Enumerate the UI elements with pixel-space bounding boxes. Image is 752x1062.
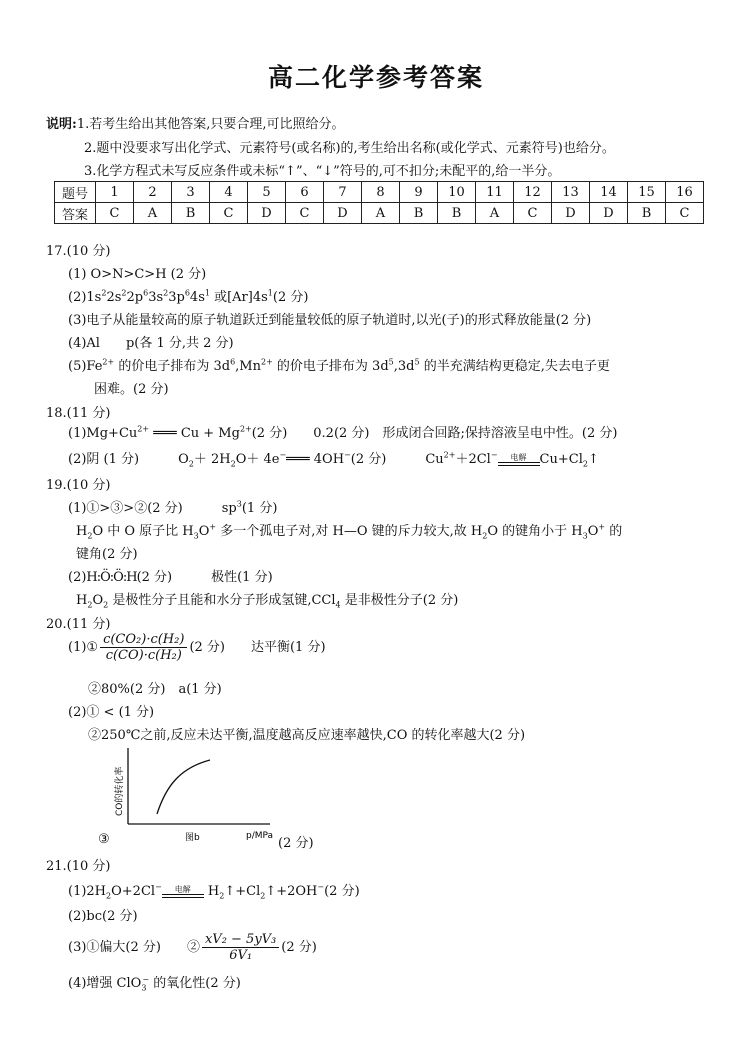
electrolysis-arrow: 电解 — [498, 453, 540, 466]
table-number: 5 — [248, 182, 286, 203]
q21-part1: $(1)2H_2O+2Cl^-$ 电解 $H_2↑+Cl_2↑+2OH^-(2$ 分) — [68, 882, 360, 901]
q19-part1-explanation-cont: 键角(2 分) — [76, 547, 138, 562]
table-answer: D — [248, 203, 286, 224]
q17-part4: (4)Al p(各 1 分,共 2 分) — [68, 336, 234, 351]
table-number: 15 — [628, 182, 666, 203]
answer-table-number-row — [55, 182, 704, 203]
table-answer: D — [590, 203, 628, 224]
table-answer: B — [628, 203, 666, 224]
electrolysis-arrow: 电解 — [162, 885, 204, 898]
table-answer: B — [400, 203, 438, 224]
graph-y-label: CO的转化率 — [115, 766, 125, 816]
q20-part1-b: ②80%(2 分) a(1 分) — [88, 682, 222, 697]
graph-curve — [157, 760, 210, 814]
table-number: 9 — [400, 182, 438, 203]
q18-part1: $(1)Mg+Cu^{2+}$ ═══ $Cu + Mg^{2+}(2$ 分) 0.2(2 分) 形成闭合回路;保持溶液呈电中性。(2 分) — [68, 424, 618, 441]
table-answer: C — [514, 203, 552, 224]
table-number: 1 — [96, 182, 134, 203]
table-answer-label: 答案 — [55, 203, 96, 224]
answer-table-answer-row — [55, 203, 704, 224]
q20-part2-a: (2)① < (1 分) — [68, 705, 155, 720]
q21-part2: (2)bc(2 分) — [68, 909, 138, 924]
graph-x-label: p/MPa — [246, 831, 274, 841]
note-2: 2.题中没要求写出化学式、元素符号(或名称)的,考生给出名称(或化学式、元素符号)也给分。 — [84, 141, 615, 156]
q20-part3-score: (2 分) — [278, 836, 314, 851]
table-number: 16 — [666, 182, 704, 203]
table-number: 3 — [172, 182, 210, 203]
q17-heading: 17.(10 分) — [46, 244, 111, 259]
table-number: 11 — [476, 182, 514, 203]
graph-caption: 图b — [185, 833, 200, 843]
q21-part3: (3)①偏大(2 分) ② $\frac{\text{xV₂ − 5yV₃}}{\text{6V₁}}$ (2 分) — [68, 932, 317, 963]
q19-part1-explanation: $H_2O$ 中 O 原子比 $H_3O^+$ 多一个孤电子对,对 H—O 键的斥力较大,故 $H_2O$ 的键角小于 $H_3O^+$ 的 — [76, 522, 623, 541]
table-number: 8 — [362, 182, 400, 203]
q19-part2-explanation: $H_2O_2$ 是极性分子且能和水分子形成氢键,CCl$_4$ 是非极性分子(2 分) — [76, 593, 459, 610]
table-number: 4 — [210, 182, 248, 203]
q19-heading: 19.(10 分) — [46, 478, 111, 493]
q20-sketch-graph — [110, 742, 300, 852]
table-header-label: 题号 — [55, 182, 96, 203]
table-answer: A — [362, 203, 400, 224]
q21-part4: (4)增强 ClO$_3$− 的氧化性(2 分) — [68, 974, 241, 993]
table-number: 7 — [324, 182, 362, 203]
table-answer: C — [96, 203, 134, 224]
table-number: 2 — [134, 182, 172, 203]
equilibrium-constant-fraction: $\frac{\text{c(CO₂)·c(H₂)}}{\text{c(CO)·c(H₂)}}$ — [100, 632, 187, 663]
q19-part1: (1)①>③>②(2 分) $sp^3(1$ 分) — [68, 499, 278, 516]
note-1: 1.若考生给出其他答案,只要合理,可比照给分。 — [76, 117, 345, 132]
q18-heading: 18.(11 分) — [46, 406, 111, 421]
q17-part1: (1) O>N>C>H (2 分) — [68, 267, 207, 282]
q20-part2-b: ②250℃之前,反应未达平衡,温度越高反应速率越快,CO 的转化率越大(2 分) — [88, 728, 526, 743]
table-answer: B — [172, 203, 210, 224]
q17-part3: (3)电子从能量较高的原子轨道跃迁到能量较低的原子轨道时,以光(子)的形式释放能量(2 分) — [68, 313, 592, 328]
table-number: 12 — [514, 182, 552, 203]
page-title: 高二化学参考答案 — [267, 63, 484, 92]
table-answer: C — [210, 203, 248, 224]
table-answer: A — [476, 203, 514, 224]
q20-heading: 20.(11 分) — [46, 617, 111, 632]
table-answer: C — [286, 203, 324, 224]
table-number: 14 — [590, 182, 628, 203]
q17-part5-cont: 困难。(2 分) — [94, 382, 169, 397]
table-number: 10 — [438, 182, 476, 203]
q20-part1: (1)① $\frac{\text{c(CO₂)·c(H₂)}}{\text{c(CO)·c(H₂)}}$ (2 分) 达平衡(1 分) — [68, 632, 326, 663]
notes-line-1 — [46, 113, 344, 132]
table-number: 13 — [552, 182, 590, 203]
table-answer: C — [666, 203, 704, 224]
table-answer: D — [324, 203, 362, 224]
answer-table — [54, 181, 704, 224]
q21-heading: 21.(10 分) — [46, 859, 111, 874]
q18-part2: (2)阴 (1 分) $O_2+ 2H_2O+$ 4e−═══ 4OH−(2 分) $Cu^{2+}+2Cl^-$ 电解 $Cu+Cl_2↑$ — [68, 450, 599, 469]
table-answer: D — [552, 203, 590, 224]
table-number: 6 — [286, 182, 324, 203]
h2o2-electron-structure: H:Ö:Ö:H — [86, 570, 137, 585]
q19-part2: (2)H:Ö:Ö:H(2 分) 极性(1 分) — [68, 570, 273, 585]
q17-part2: $(2)1s^22s^22p^63s^23p^64s^1$ 或$[Ar]4s^1(2$ 分) — [68, 288, 309, 305]
table-answer: A — [134, 203, 172, 224]
table-answer: B — [438, 203, 476, 224]
q20-part3-label: ③ — [98, 832, 110, 847]
concentration-fraction: $\frac{\text{xV₂ − 5yV₃}}{\text{6V₁}}$ — [202, 932, 279, 963]
notes-label: 说明: — [46, 117, 77, 132]
q17-part5: $(5)Fe^{2+}$ 的价电子排布为 $3d^6,Mn^{2+}$ 的价电子排布为 $3d^5,3d^5$ 的半充满结构更稳定,失去电子更 — [68, 357, 610, 374]
note-3: 3.化学方程式未写反应条件或未标“↑”、“↓”符号的,可不扣分;未配平的,给一半分。 — [84, 164, 561, 179]
